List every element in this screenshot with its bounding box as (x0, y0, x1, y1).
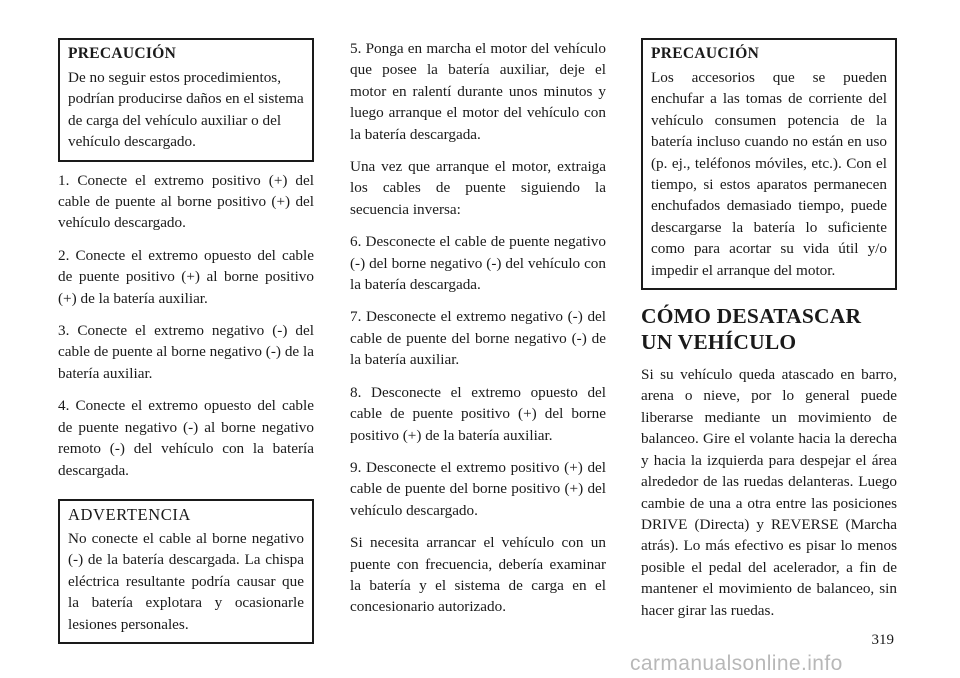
unstuck-paragraph: Si su vehículo queda atascado en barro, arena o nieve, por lo general puede liberarse mediante un movimiento de balanceo. Gire el volante hacia la derecha y hacia la izquierda para despejar el área alrededor de las ruedas delanteras. Luego cambie de una a otra entre las posiciones DRIVE (Directa) y REVERSE (Marcha atrás). Lo más efectivo es pisar lo menos posible el pedal del acelerador, a fin de mantener el movimiento de balanceo, sin hacer girar las ruedas. (641, 366, 897, 619)
caution-title-accessories: PRECAUCIÓN (651, 45, 760, 62)
watermark: carmanualsonline.info (630, 652, 843, 675)
caution-text-accessories: Los accesorios que se pueden enchufar a las tomas de corriente del vehículo consumen potencia de la batería incluso cuando no están en uso (p. ej., teléfonos móviles, etc.). Con el tiempo, si estos aparatos permanecen enchufados demasiado tiempo, puede descargarse la batería lo suficiente como para acortar su vida útil y/o impedir el arranque del motor. (651, 69, 887, 279)
closing-paragraph: Si necesita arrancar el vehículo con un puente con frecuencia, debería examinar la batería y el sistema de carga en el concesionario autorizado. (350, 534, 606, 616)
reverse-intro: Una vez que arranque el motor, extraiga los cables de puente siguiendo la secuencia inversa: (350, 158, 606, 218)
step-2: 2. Conecte el extremo opuesto del cable de puente positivo (+) al borne positivo (+) de la batería auxiliar. (58, 246, 314, 307)
caution-title: PRECAUCIÓN (68, 45, 177, 62)
column-middle (350, 38, 606, 629)
step-7: 7. Desconecte el extremo negativo (-) del cable de puente del borne negativo (-) de la batería auxiliar. (350, 308, 606, 369)
warning-text: No conecte el cable al borne negativo (-) de la batería descargada. La chispa eléctrica resultante podría causar que la batería explotara y ocasionarle lesiones personales. (68, 529, 304, 633)
step-4: 4. Conecte el extremo opuesto del cable de puente negativo (-) al borne negativo remoto (-) del vehículo con la batería descargada. (58, 397, 314, 479)
step-9: 9. Desconecte el extremo positivo (+) del cable de puente del borne positivo (+) del vehículo descargado. (350, 458, 606, 519)
caution-box (58, 38, 314, 162)
step-5: 5. Ponga en marcha el motor del vehículo que posee la batería auxiliar, deje el motor en ralentí durante unos minutos y luego arranque el motor del vehículo con la batería descargada. (350, 40, 606, 143)
section-heading: CÓMO DESATASCAR UN VEHÍCULO (641, 304, 862, 355)
column-left (58, 38, 314, 652)
warning-title: ADVERTENCIA (68, 504, 191, 524)
step-6: 6. Desconecte el cable de puente negativo (-) del borne negativo (-) del vehículo con la batería descargada. (350, 233, 606, 294)
page-number: 319 (871, 632, 894, 648)
caution-text: De no seguir estos procedimientos, podrían producirse daños en el sistema de carga del vehículo auxiliar o del vehículo descargado. (68, 69, 304, 151)
step-3: 3. Conecte el extremo negativo (-) del cable de puente al borne negativo (-) de la batería auxiliar. (58, 322, 314, 382)
step-1: 1. Conecte el extremo positivo (+) del cable de puente al borne positivo (+) del vehículo descargado. (58, 171, 314, 232)
column-right (641, 38, 897, 632)
caution-box-accessories (641, 38, 897, 290)
step-8: 8. Desconecte el extremo opuesto del cable de puente positivo (+) del borne positivo (+) de la batería auxiliar. (350, 383, 606, 444)
warning-box (58, 499, 314, 644)
